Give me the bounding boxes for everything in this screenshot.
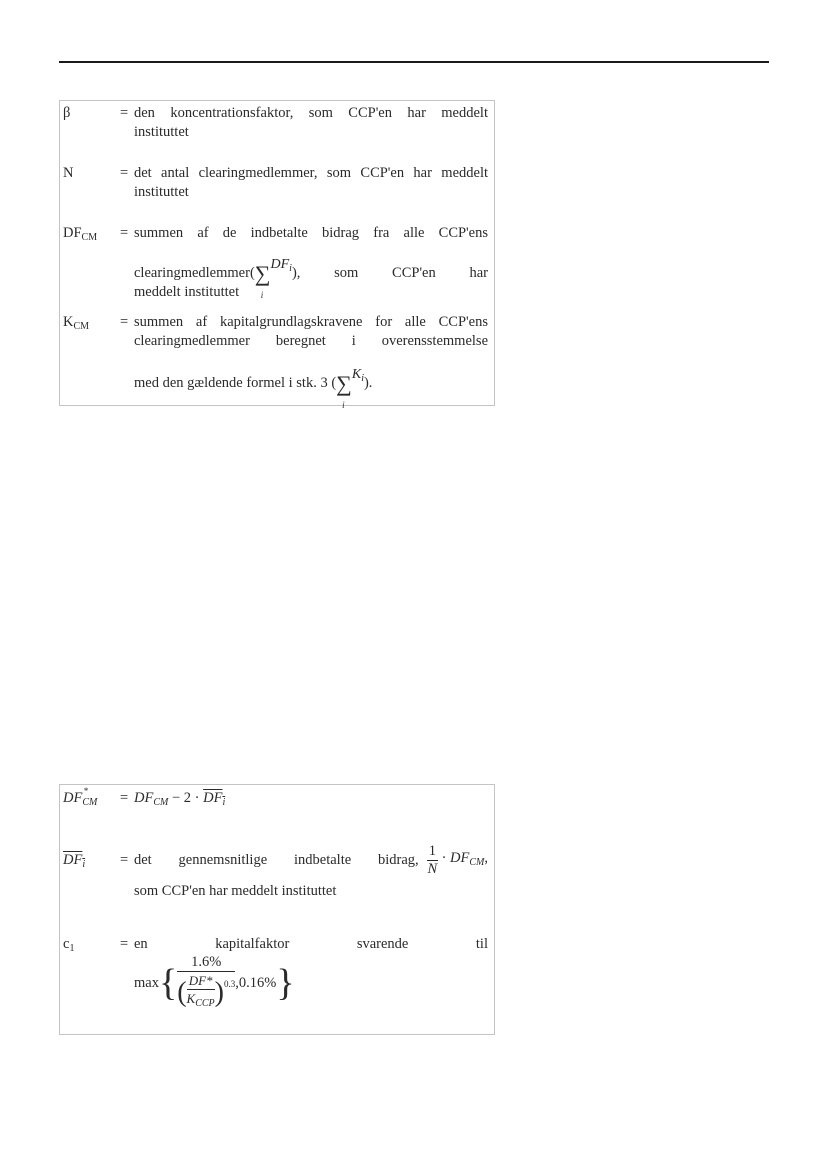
definitions-box-1: β = den koncentrationsfaktor, som CCP'en har meddelt instituttet N = det antal clearingmedlemmer, som CCP'en har meddelt instituttet $DF_{CM}$ = summen af de indbetalte bidrag fra alle CCP'ens clearingmedlemmer (∑ i $DF_i$ ), som CCP'en har meddelt instituttet $K_{CM}$ = summen af kapitalgrundlagskravene for alle CCP'ens clearingmedlemmer beregnet i overensstemmelse med den gældende formel i stk. 3 (∑ i $K_i$). [59,100,495,406]
max-formula: max { 1.6% ( $\frac{DF*}{K_{CCP}}$ ) $^{0.3}$ ,0.16% } [134,954,488,1012]
symbol-dfcm-star: DF * $_{CM}$ [63,786,98,808]
definition-text: summen af kapitalgrundlagskravene for alle CCP'ens [134,314,488,330]
definition-text: det gennemsnitlige indbetalte bidrag, [134,852,419,868]
definition-text: det antal clearingmedlemmer, som CCP'en har meddelt [134,165,488,181]
definition-text: instituttet [134,184,189,200]
definition-text: en kapitalfaktor svarende til [134,936,488,952]
definition-text: clearingmedlemmer [134,265,250,281]
equals-sign: = [120,852,129,868]
sum-symbol: ∑ i [336,371,352,410]
definition-text: summen af de indbetalte bidrag fra alle CCP'ens [134,225,488,241]
right-brace: } [276,961,295,1004]
definitions-box-2 [59,784,495,1035]
symbol-dfcm: $DF_{CM}$ [63,225,98,243]
definition-text: meddelt instituttet [134,284,240,300]
symbol-beta: β [63,105,71,121]
equals-sign: = [120,225,129,241]
equals-sign: = [120,165,129,181]
symbol-kcm: $K_{CM}$ [63,314,90,332]
left-brace: { [158,961,178,1004]
formula-tail: · $DF_{CM}$, [441,850,488,868]
fraction-1-over-n: $\frac{1}{N}$ [427,843,438,877]
definition-text: med den gældende formel i stk. 3 ( [134,375,337,391]
symbol-c1: $c_1$ [63,936,75,954]
equals-sign: = [120,936,129,952]
sum-symbol: ∑ i [254,261,271,300]
equals-sign: = [120,314,129,330]
definition-text: clearingmedlemmer beregnet i overensstemmelse [134,333,488,349]
sum-expression: (∑ i $DF_i$ [249,257,292,300]
page-header-rule [59,61,769,63]
formula-expression: $DF_{CM} - 2 \cdot DF_i$ [134,790,226,808]
main-fraction: 1.6% ( $\frac{DF*}{K_{CCP}}$ ) $^{0.3}$ [177,954,236,1009]
definition-text: den koncentrationsfaktor, som CCP'en har meddelt [134,105,488,121]
symbol-n: N [63,165,74,181]
definition-text: instituttet [134,124,189,140]
equals-sign: = [120,105,129,121]
definition-text: ), som CCP'en har [291,265,488,281]
symbol-df-bar: $DF_i$ [63,852,86,870]
equals-sign: = [120,790,129,806]
definition-text: som CCP'en har meddelt instituttet [134,883,337,899]
